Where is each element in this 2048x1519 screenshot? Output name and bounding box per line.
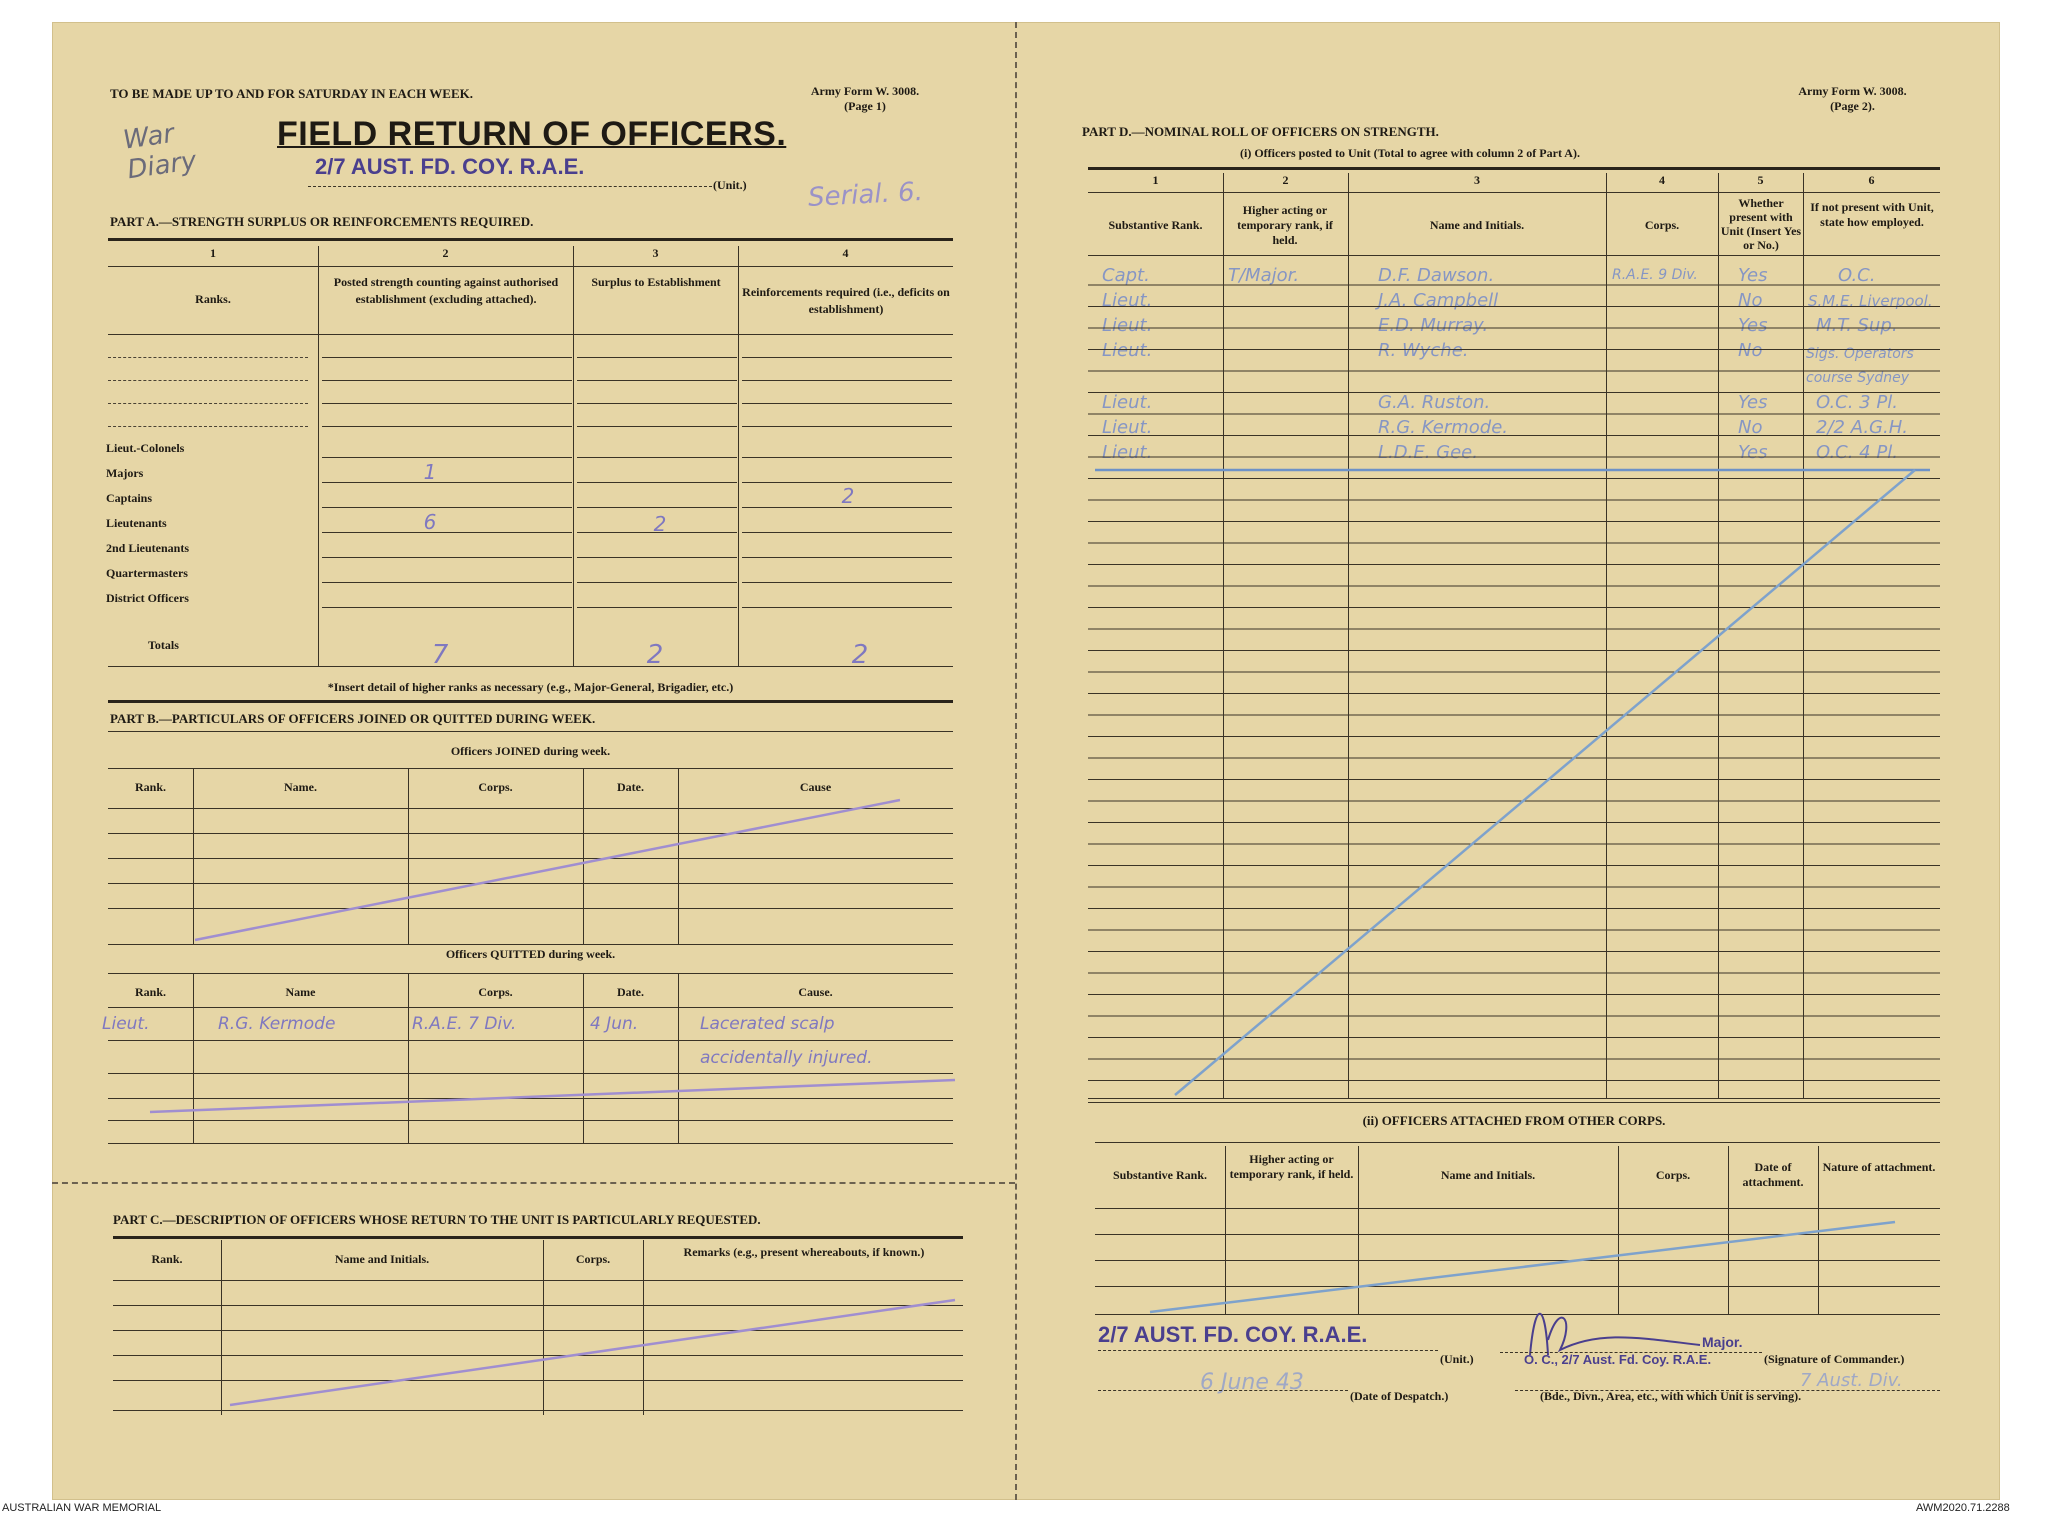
quitted-date: 4 Jun. (590, 1014, 639, 1034)
officer-present: No (1738, 340, 1763, 361)
part-d-col-2-number: 2 (1282, 173, 1289, 187)
officer-name: R.G. Kermode. (1378, 417, 1509, 438)
roll-strike-line (1175, 470, 1915, 1095)
officer-rank: Lieut. (1102, 392, 1153, 413)
page-number-left: (Page 1) (844, 99, 886, 113)
form-reference-right: Army Form W. 3008. (1798, 84, 1907, 98)
header-instruction: TO BE MADE UP TO AND FOR SATURDAY IN EACH WEEK. (110, 86, 473, 101)
part-c-header-remarks: Remarks (e.g., present whereabouts, if known.) (683, 1245, 925, 1259)
part-d-col-5-number: 5 (1757, 173, 1764, 187)
officer-employment: O.C. 3 Pl. (1816, 392, 1898, 413)
part-a-header-surplus: Surplus to Establishment (591, 275, 721, 289)
quitted-title: Officers QUITTED during week. (445, 947, 616, 961)
unit-label-right: (Unit.) (1440, 1352, 1474, 1366)
attached-header-corps: Corps. (1655, 1168, 1691, 1182)
unit-stamp: 2/7 AUST. FD. COY. R.A.E. (315, 154, 585, 179)
serial-note: Serial. 6. (807, 177, 924, 213)
part-a-col-3-number: 3 (652, 246, 659, 260)
joined-header-name: Name. (284, 780, 317, 794)
part-d-header-corps: Corps. (1644, 218, 1680, 232)
officer-present: No (1738, 290, 1763, 311)
part-c-strike-line (230, 1300, 955, 1405)
officer-present: Yes (1738, 442, 1768, 463)
attached-strike-line (1150, 1222, 1895, 1312)
officer-rank: Capt. (1102, 265, 1150, 286)
rank-label-district-officers: District Officers (106, 591, 189, 605)
surplus-lieutenants: 2 (653, 512, 667, 536)
officer-present: Yes (1738, 392, 1768, 413)
despatch-date: 6 June 43 (1200, 1370, 1304, 1395)
quitted-corps: R.A.E. 7 Div. (412, 1014, 517, 1034)
officer-corps: R.A.E. 9 Div. (1612, 267, 1698, 283)
rank-label-2nd-lieutenants: 2nd Lieutenants (106, 541, 190, 555)
attached-header-rank: Substantive Rank. (1112, 1168, 1208, 1182)
rank-label-majors: Majors (106, 466, 144, 480)
quitted-cause-line-2: accidentally injured. (700, 1048, 873, 1068)
part-c-header-corps: Corps. (575, 1252, 611, 1266)
unit-stamp-right: 2/7 AUST. FD. COY. R.A.E. (1098, 1322, 1368, 1347)
officer-employment: O.C. 4 Pl. (1816, 442, 1898, 463)
part-d-col-6-number: 6 (1868, 173, 1875, 187)
quitted-header-name: Name (285, 985, 316, 999)
quitted-name: R.G. Kermode (218, 1014, 336, 1034)
part-d-header-present: Whether present with Unit (Insert Yes or No.) (1720, 196, 1802, 252)
footer-accession: AWM2020.71.2288 (1916, 1502, 2010, 1514)
officer-employment: M.T. Sup. (1816, 315, 1898, 336)
joined-header-date: Date. (617, 780, 644, 794)
officer-rank: Lieut. (1102, 442, 1153, 463)
officer-acting-rank: T/Major. (1228, 265, 1300, 286)
attached-header-acting: Higher acting or temporary rank, if held. (1229, 1152, 1354, 1181)
quitted-header-cause: Cause. (798, 985, 833, 999)
joined-header-cause: Cause (799, 780, 832, 794)
attached-header-date: Date of attachment. (1742, 1160, 1804, 1189)
officer-rank: Lieut. (1102, 315, 1153, 336)
officer-name: L.D.E. Gee. (1378, 442, 1478, 463)
part-d-header-name: Name and Initials. (1429, 218, 1525, 232)
total-reinforcements: 2 (851, 640, 869, 670)
total-posted: 7 (431, 640, 449, 670)
part-d-header-employed: If not present with Unit, state how employed. (1810, 200, 1934, 229)
part-c-header-name: Name and Initials. (334, 1252, 430, 1266)
unit-label: (Unit.) (713, 178, 747, 192)
total-surplus: 2 (646, 640, 664, 670)
rank-label-quartermasters: Quartermasters (106, 566, 188, 580)
formation: 7 Aust. Div. (1800, 1370, 1903, 1391)
part-d-subheading: (i) Officers posted to Unit (Total to agree with column 2 of Part A). (1240, 146, 1580, 160)
attached-heading: (ii) OFFICERS ATTACHED FROM OTHER CORPS. (1362, 1113, 1666, 1128)
footer-source: AUSTRALIAN WAR MEMORIAL (2, 1502, 162, 1514)
part-d-col-3-number: 3 (1474, 173, 1480, 187)
joined-header-rank: Rank. (134, 780, 166, 794)
officer-present: Yes (1738, 265, 1768, 286)
formation-label: (Bde., Divn., Area, etc., with which Unit is serving). (1540, 1389, 1802, 1403)
part-a-header-ranks: Ranks. (195, 292, 231, 306)
officer-employment: O.C. (1838, 265, 1876, 286)
form-title: FIELD RETURN OF OFFICERS. (277, 115, 787, 153)
part-d-col-1-number: 1 (1152, 173, 1159, 187)
quitted-table-strike-line (150, 1080, 955, 1112)
attached-header-name: Name and Initials. (1440, 1168, 1536, 1182)
part-a-header-reinforcements: Reinforcements required (i.e., deficits on establishment) (742, 285, 950, 316)
officer-name: G.A. Ruston. (1378, 392, 1491, 413)
joined-table-strike-line (195, 800, 900, 940)
posted-lieutenants: 6 (423, 510, 437, 534)
part-c-heading: PART C.—DESCRIPTION OF OFFICERS WHOSE RETURN TO THE UNIT IS PARTICULARLY REQUESTED. (113, 1212, 761, 1227)
handwritten-note: War Diary (121, 118, 199, 186)
officer-rank: Lieut. (1102, 290, 1153, 311)
joined-header-corps: Corps. (478, 780, 513, 794)
officer-employment: S.M.E. Liverpool. (1808, 292, 1933, 310)
quitted-header-date: Date. (617, 985, 644, 999)
part-a-col-1-number: 1 (210, 246, 216, 260)
officer-present: No (1738, 417, 1763, 438)
part-a-heading: PART A.—STRENGTH SURPLUS OR REINFORCEMENTS REQUIRED. (110, 214, 534, 229)
quitted-header-rank: Rank. (134, 985, 166, 999)
officer-employment: Sigs. Operators course Sydney (1806, 346, 1914, 386)
date-label: (Date of Despatch.) (1350, 1389, 1449, 1403)
part-c-header-rank: Rank. (151, 1252, 183, 1266)
part-a-header-posted: Posted strength counting against authorised establishment (excluding attached). (333, 275, 559, 306)
rank-label-lieutenants: Lieutenants (106, 516, 167, 530)
part-d-header-acting: Higher acting or temporary rank, if held. (1237, 203, 1333, 247)
rank-stamp: Major. (1702, 1334, 1743, 1350)
officer-name: D.F. Dawson. (1378, 265, 1495, 286)
page-number-right: (Page 2). (1830, 99, 1875, 113)
officer-name: J.A. Campbell (1378, 290, 1499, 311)
posted-majors: 1 (423, 460, 437, 484)
attached-header-nature: Nature of attachment. (1822, 1160, 1936, 1174)
part-d-heading: PART D.—NOMINAL ROLL OF OFFICERS ON STRENGTH. (1082, 124, 1439, 139)
officer-name: E.D. Murray. (1378, 315, 1489, 336)
signature-label: (Signature of Commander.) (1764, 1352, 1905, 1366)
rank-label-lt-col: Lieut.-Colonels (106, 441, 185, 455)
joined-title: Officers JOINED during week. (450, 744, 611, 758)
part-a-col-4-number: 4 (842, 246, 849, 260)
part-a-col-2-number: 2 (442, 246, 449, 260)
reinforcements-captains: 2 (841, 484, 855, 508)
part-b-heading: PART B.—PARTICULARS OF OFFICERS JOINED OR QUITTED DURING WEEK. (110, 711, 596, 726)
officer-employment: 2/2 A.G.H. (1816, 417, 1908, 438)
officer-rank: Lieut. (1102, 340, 1153, 361)
totals-label: Totals (148, 638, 179, 652)
part-d-col-4-number: 4 (1659, 173, 1665, 187)
rank-label-captains: Captains (106, 491, 153, 505)
officer-rank: Lieut. (1102, 417, 1153, 438)
quitted-rank: Lieut. (102, 1014, 150, 1034)
part-d-header-rank: Substantive Rank. (1108, 218, 1203, 232)
oc-stamp: O. C., 2/7 Aust. Fd. Coy. R.A.E. (1524, 1352, 1712, 1367)
form-reference-left: Army Form W. 3008. (810, 84, 920, 98)
quitted-header-corps: Corps. (478, 985, 513, 999)
quitted-cause: Lacerated scalp (700, 1014, 835, 1034)
officer-present: Yes (1738, 315, 1768, 336)
officer-name: R. Wyche. (1378, 340, 1469, 361)
part-a-footnote: *Insert detail of higher ranks as necessary (e.g., Major-General, Brigadier, etc.) (327, 680, 734, 694)
